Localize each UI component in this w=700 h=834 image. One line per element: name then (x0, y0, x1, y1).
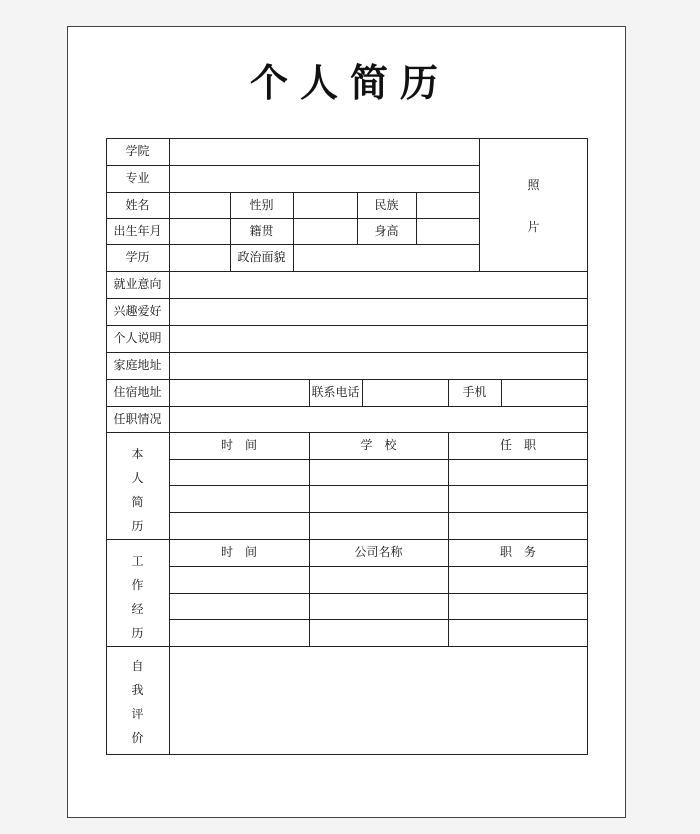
resume-form-table (106, 138, 588, 755)
label-residence-address: 住宿地址 (113, 385, 162, 399)
label-political-status: 政治面貌 (237, 250, 286, 264)
row-divider (106, 298, 588, 299)
label-photo-1: 照 (527, 178, 540, 192)
page-title: 个人简历 (249, 60, 450, 105)
header-work-time: 时 间 (220, 545, 257, 559)
row-divider (169, 566, 588, 567)
row-divider (169, 512, 588, 513)
label-gender: 性别 (249, 198, 274, 212)
label-personal-statement: 个人说明 (113, 331, 162, 345)
label-name: 姓名 (125, 198, 150, 212)
column-divider (479, 138, 480, 271)
label-job-intention: 就业意向 (113, 277, 162, 291)
section-work-label: 工 作 经 历 (131, 554, 144, 640)
section-resume-label: 本 人 简 历 (131, 447, 144, 533)
row-divider (169, 593, 588, 594)
column-divider (293, 192, 294, 272)
label-college: 学院 (125, 144, 150, 158)
row-divider (106, 325, 588, 326)
column-divider (362, 379, 363, 406)
row-divider (106, 406, 588, 407)
label-major: 专业 (125, 171, 150, 185)
label-mobile: 手机 (462, 385, 487, 399)
label-contact-phone: 联系电话 (311, 385, 360, 399)
row-divider (106, 646, 588, 647)
label-height: 身高 (374, 224, 399, 238)
header-time: 时 间 (220, 438, 257, 452)
label-ethnicity: 民族 (374, 198, 399, 212)
column-divider (501, 379, 502, 406)
row-divider (106, 352, 588, 353)
header-job-title: 职 务 (499, 545, 536, 559)
column-divider (416, 192, 417, 245)
label-photo-2: 片 (527, 220, 540, 234)
label-education: 学历 (125, 250, 150, 264)
label-birth: 出生年月 (113, 224, 162, 238)
label-native-place: 籍贯 (249, 224, 274, 238)
header-school: 学 校 (360, 438, 397, 452)
header-position: 任 职 (499, 438, 536, 452)
row-divider (106, 271, 588, 272)
row-divider (169, 619, 588, 620)
row-divider (169, 485, 588, 486)
row-divider (169, 459, 588, 460)
label-home-address: 家庭地址 (113, 358, 162, 372)
section-self-eval-label: 自 我 评 价 (131, 659, 144, 745)
header-company-name: 公司名称 (354, 545, 403, 559)
label-positions: 任职情况 (113, 412, 162, 426)
label-hobbies: 兴趣爱好 (113, 304, 162, 318)
